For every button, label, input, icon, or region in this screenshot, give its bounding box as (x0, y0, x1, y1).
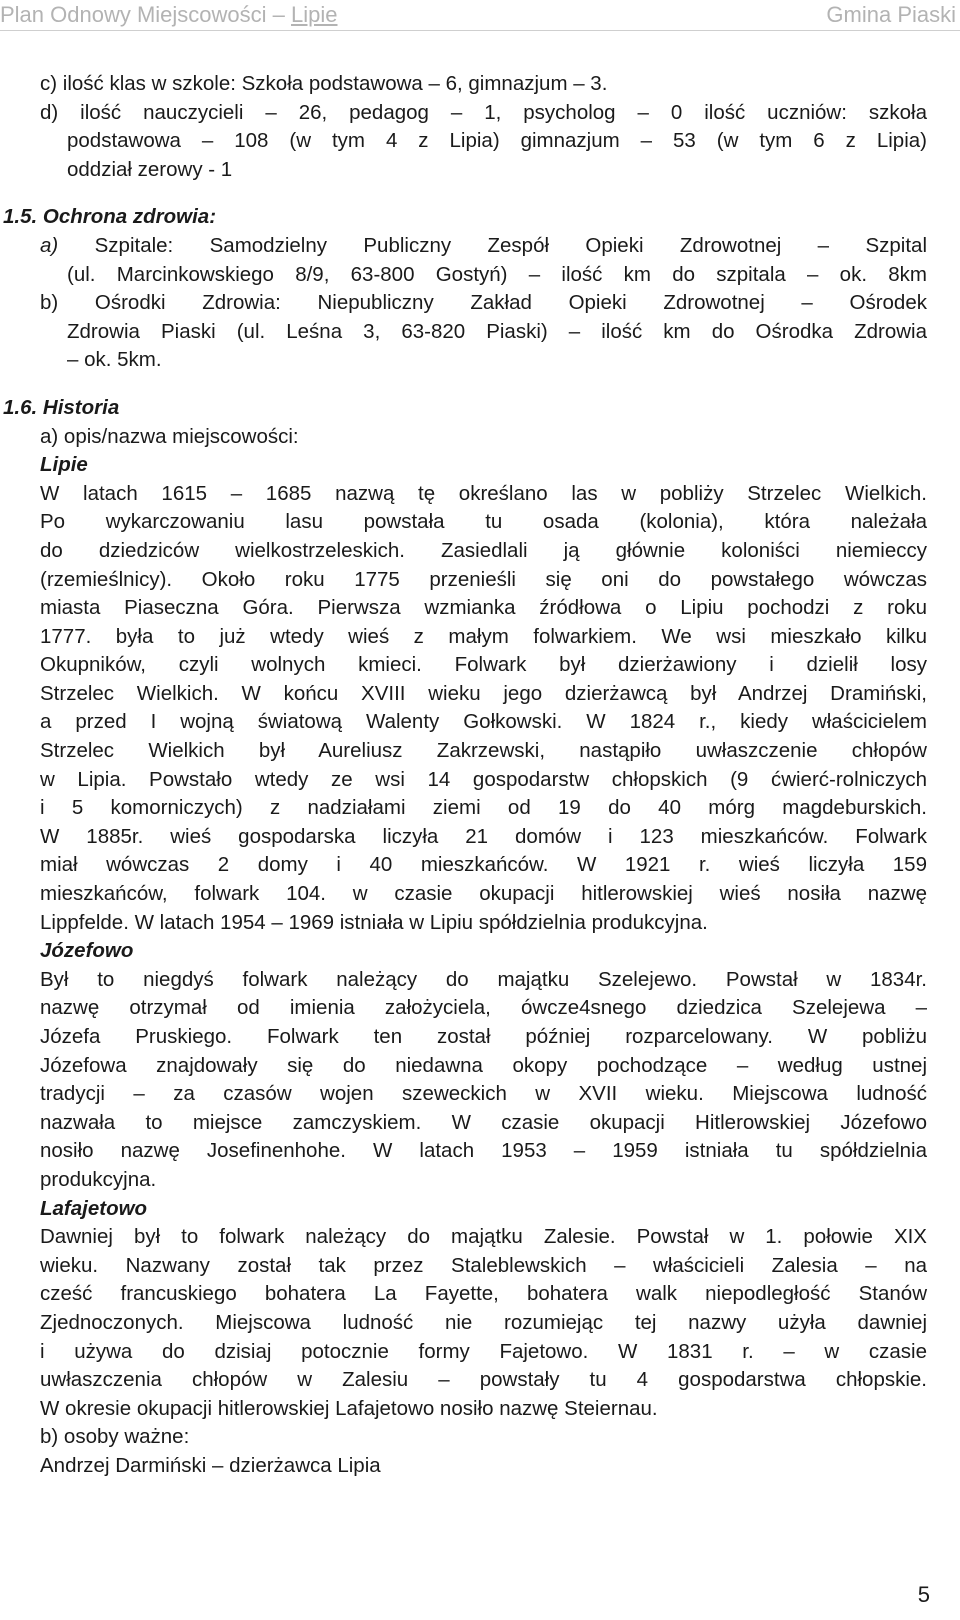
header-municipality: Gmina Piaski (826, 2, 956, 27)
jozefowo-line: tradycji – za czasów wojen szeweckich w XVII wieku. Miejscowa ludność (40, 1082, 927, 1106)
teachers-line-2: podstawowa – 108 (w tym 4 z Lipia) gimnazjum – 53 (w tym 6 z Lipia) (67, 129, 927, 153)
section-health-title: Ochrona zdrowia: (42, 205, 217, 229)
section-health-number: 1.5. (3, 205, 38, 229)
lipie-paragraph (40, 480, 927, 938)
lipie-line: Strzelec Wielkich był Aureliusz Zakrzewski, nastąpiło uwłaszczenie chłopów (40, 739, 927, 763)
lipie-line: Strzelec Wielkich. W końcu XVIII wieku jego dzierżawcą był Andrzej Dramiński, (40, 681, 927, 705)
lipie-line: mieszkańców, folwark 104. w czasie okupacji hitlerowskiej wieś nosiła nazwę (40, 882, 927, 906)
history-b-label: b) osoby ważne: (40, 1425, 190, 1449)
lafajetowo-line: Dawniej był to folwark należący do majątku Zalesie. Powstał w 1. połowie XIX (40, 1225, 927, 1249)
lafajetowo-line: cześć francuskiego bohatera La Fayette, bohatera walk niepodległość Stanów (40, 1282, 927, 1306)
health-center-line-1: b) Ośrodki Zdrowia: Niepubliczny Zakład Opieki Zdrowotnej – Ośrodek (40, 291, 927, 315)
lipie-line: Po wykarczowaniu lasu powstała tu osada (kolonia), która należała (40, 510, 927, 534)
teachers-line-3: oddział zerowy - 1 (67, 157, 233, 181)
history-a-label: a) opis/nazwa miejscowości: (40, 424, 299, 448)
jozefowo-paragraph (40, 966, 927, 1195)
hospital-text-1: Szpitale: Samodzielny Publiczny Zespół Opieki Zdrowotnej – Szpital (94, 233, 927, 257)
jozefowo-line: Był to niegdyś folwark należący do majątku Szelejewo. Powstał w 1834r. (40, 967, 927, 991)
header-title-text: Plan Odnowy Miejscowości – (0, 2, 292, 27)
lafajetowo-subheading: Lafajetowo (40, 1196, 148, 1220)
jozefowo-line: nosiło nazwę Josefinenhohe. W latach 1953 – 1959 istniała tu spółdzielnia (40, 1139, 927, 1163)
lipie-line: i 5 komorniczych) z nadziałami ziemi od 19 do 40 mórg magdeburskich. (40, 796, 927, 820)
lipie-line: miasta Piaseczna Góra. Pierwsza wzmianka źródłowa o Lipiu pochodzi z roku (40, 596, 927, 620)
header-title (0, 2, 338, 28)
page-number: 5 (917, 1582, 930, 1607)
lipie-line: miał wówczas 2 domy i 40 mieszkańców. W 1921 r. wieś liczyła 159 (40, 853, 927, 877)
lafajetowo-line: i używa do dzisiaj potocznie formy Fajetowo. W 1831 r. – w czasie (40, 1339, 927, 1363)
lipie-subheading: Lipie (40, 453, 88, 477)
hospital-line-2: (ul. Marcinkowskiego 8/9, 63-800 Gostyń) – ilość km do szpitala – ok. 8km (67, 262, 927, 286)
section-health-heading (3, 203, 927, 232)
jozefowo-line: Józefowa znajdowały się do niedawna okopy pochodzące – według ustnej (40, 1053, 927, 1077)
lipie-line: (rzemieślnicy). Około roku 1775 przenieśli się oni do powstałego wówczas (40, 567, 927, 591)
section-history-heading (3, 394, 927, 423)
jozefowo-line: nazwała to miejsce zamczyskiem. W czasie okupacji Hitlerowskiej Józefowo (40, 1110, 927, 1134)
lipie-line: W 1885r. wieś gospodarska liczyła 21 domów i 123 mieszkańców. Folwark (40, 824, 927, 848)
lafajetowo-line: W okresie okupacji hitlerowskiej Lafajetowo nosiło nazwę Steiernau. (40, 1396, 658, 1420)
lipie-line: Lippfelde. W latach 1954 – 1969 istniała w Lipiu spółdzielnia produkcyjna. (40, 910, 708, 934)
jozefowo-line: produkcyjna. (40, 1167, 157, 1191)
jozefowo-line: Józefa Pruskiego. Folwark ten został później rozparcelowany. W pobliżu (40, 1025, 927, 1048)
header-place: Lipie (291, 2, 338, 27)
header-divider (0, 30, 960, 31)
health-center-line-2: Zdrowia Piaski (ul. Leśna 3, 63-820 Piaski) – ilość km do Ośrodka Zdrowia (67, 319, 927, 343)
jozefowo-subheading: Józefowo (40, 939, 134, 963)
lipie-line: 1777. była to już wtedy wieś z małym folwarkiem. We wsi mieszkało kilku (40, 624, 927, 648)
lipie-line: a przed I wojną światową Walenty Gołkowski. W 1824 r., kiedy właścicielem (40, 710, 927, 734)
teachers-line-1: d) ilość nauczycieli – 26, pedagog – 1, psycholog – 0 ilość uczniów: szkoła (40, 100, 927, 124)
lipie-line: W latach 1615 – 1685 nazwą tę określano las w pobliży Strzelec Wielkich. (40, 481, 927, 505)
lipie-line: w Lipia. Powstało wtedy ze wsi 14 gospodarstw chłopskich (9 ćwierć-rolniczych (40, 767, 927, 791)
lipie-line: Okupników, czyli wolnych kmieci. Folwark był dzierżawiony i dzielił losy (40, 653, 927, 677)
lafajetowo-line: uwłaszczenia chłopów w Zalesiu – powstały tu 4 gospodarstwa chłopskie. (40, 1368, 927, 1392)
jozefowo-line: nazwę otrzymał od imienia założyciela, ówcze4snego dziedzica Szelejewa – (40, 996, 927, 1020)
hospital-marker: a) (40, 233, 59, 257)
hospital-line-1 (40, 232, 927, 261)
lafajetowo-paragraph (40, 1223, 927, 1423)
spacer (40, 184, 927, 203)
teachers-block (40, 99, 927, 185)
important-person: Andrzej Darmiński – dzierżawca Lipia (40, 1453, 381, 1477)
document-body (3, 70, 927, 1481)
running-header (0, 0, 960, 32)
lipie-line: do dziedziców wielkostrzeleskich. Zasiedlali ją głównie koloniści niemieccy (40, 538, 927, 562)
lafajetowo-line: wieku. Nazwany został tak przez Staleblewskich – właścicieli Zalesia – na (40, 1253, 927, 1277)
section-history-title: Historia (42, 395, 120, 419)
school-classes-line: c) ilość klas w szkole: Szkoła podstawowa – 6, gimnazjum – 3. (40, 72, 608, 95)
health-center-line-3: – ok. 5km. (67, 348, 162, 372)
spacer (40, 375, 927, 394)
section-history-number: 1.6. (3, 395, 38, 419)
lafajetowo-line: Zjednoczonych. Miejscowa ludność nie rozumiejąc tej nazwy użyła dawniej (40, 1310, 927, 1334)
